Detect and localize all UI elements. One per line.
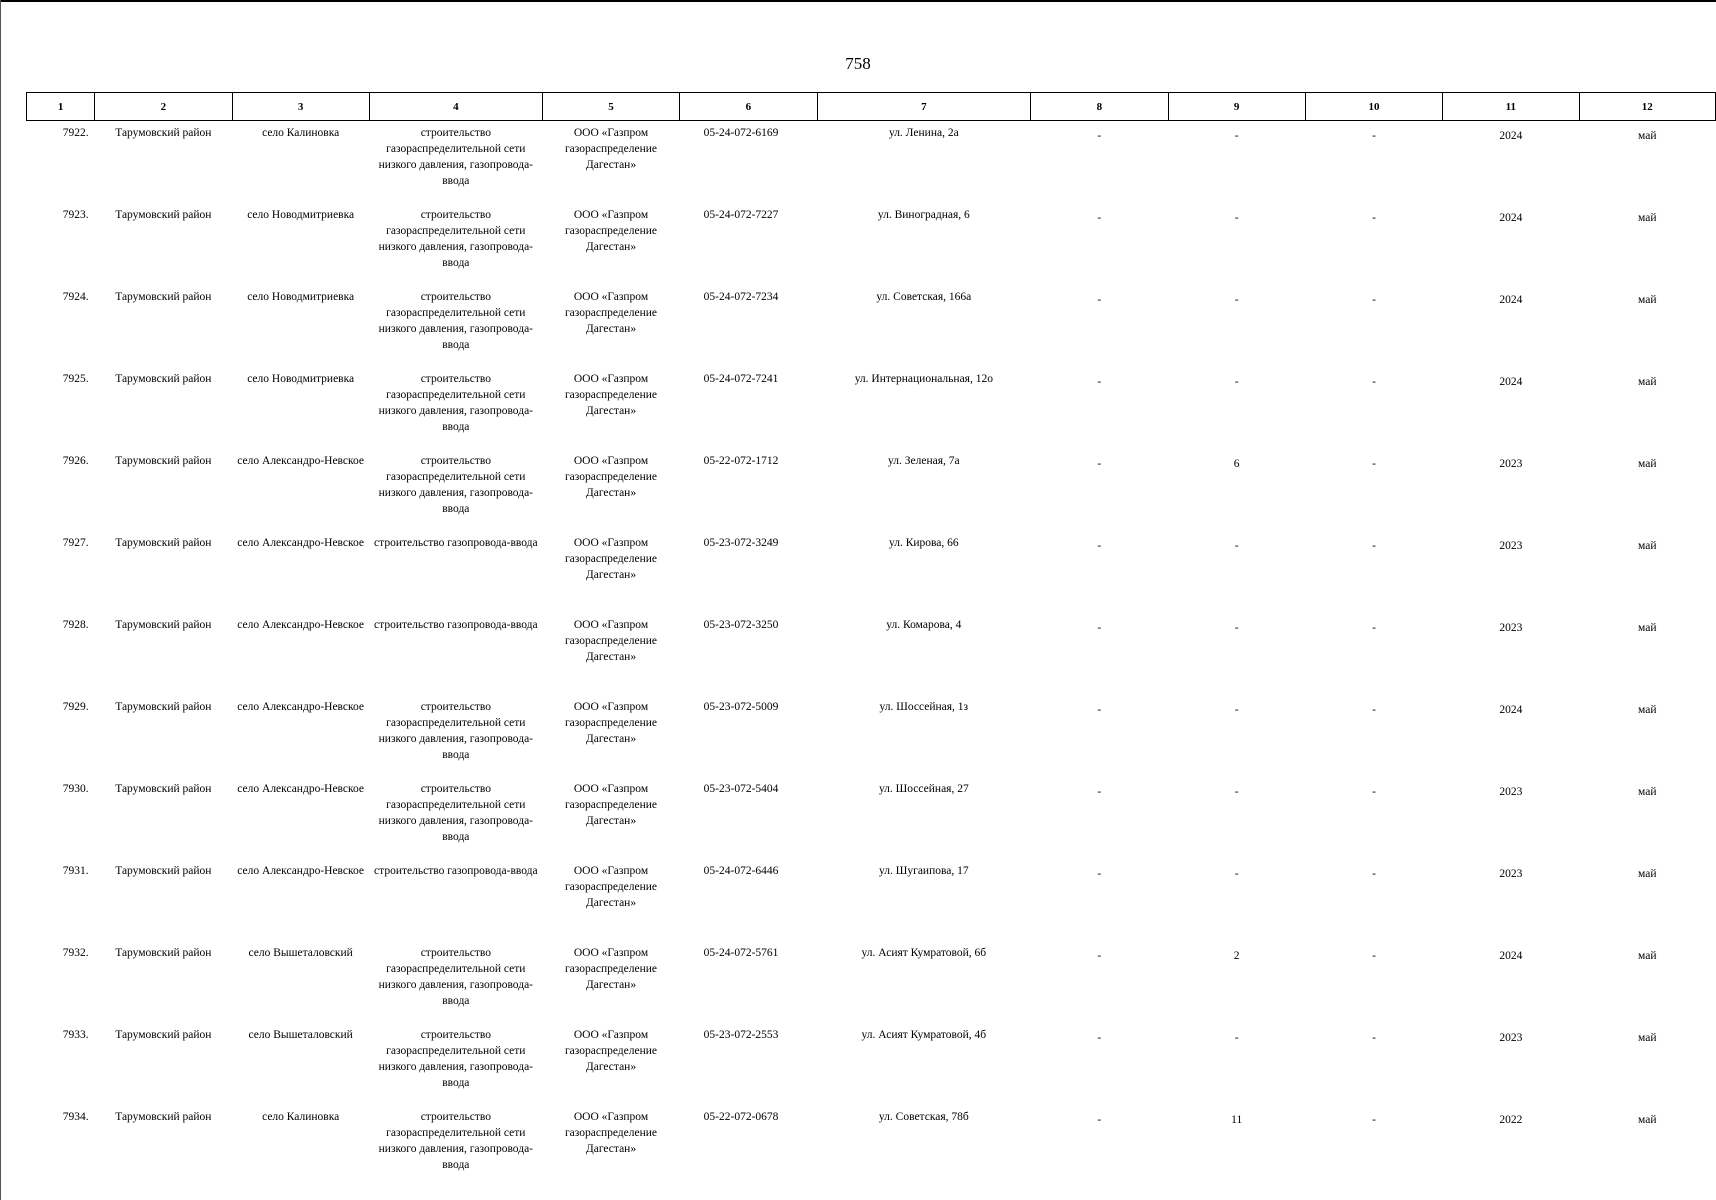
column-header-4: 4 <box>369 93 542 121</box>
application-number-cell: 05-23-072-5009 <box>703 701 779 713</box>
settlement-cell: село Новодмитриевка <box>247 373 355 385</box>
address-cell: ул. Советская, 78б <box>878 1111 969 1123</box>
application-number-cell: 05-24-072-7227 <box>703 209 779 221</box>
address-cell: ул. Шоссейная, 27 <box>878 783 969 795</box>
work-type-cell: строительство газораспределительной сети низкого давления, газопровода-ввода <box>378 947 533 1007</box>
row-number-cell: 7923. <box>62 209 89 221</box>
month-cell: май <box>1638 786 1657 798</box>
address-cell: ул. Комарова, 4 <box>886 619 962 631</box>
year-cell: 2024 <box>1499 376 1523 388</box>
settlement-cell: село Вышеталовский <box>248 1029 353 1041</box>
column-header-3: 3 <box>232 93 369 121</box>
row-number-cell: 7934. <box>62 1111 89 1123</box>
col-10-value-cell: - <box>1372 786 1376 798</box>
settlement-cell: село Александро-Невское <box>237 537 365 549</box>
organization-cell: ООО «Газпром газораспределение Дагестан» <box>564 783 658 827</box>
table-row <box>27 285 1716 367</box>
row-number-cell: 7931. <box>62 865 89 877</box>
col-10-value-cell: - <box>1372 704 1376 716</box>
organization-cell: ООО «Газпром газораспределение Дагестан» <box>564 1029 658 1073</box>
address-cell: ул. Ленина, 2а <box>888 127 959 139</box>
table-row <box>27 859 1716 941</box>
organization-cell: ООО «Газпром газораспределение Дагестан» <box>564 1111 658 1155</box>
month-cell: май <box>1638 704 1657 716</box>
month-cell: май <box>1638 868 1657 880</box>
col-10-value-cell: - <box>1372 950 1376 962</box>
table-row <box>27 367 1716 449</box>
col-9-value-cell: - <box>1234 294 1239 306</box>
application-number-cell: 05-24-072-5761 <box>703 947 779 959</box>
work-type-cell: строительство газораспределительной сети низкого давления, газопровода-ввода <box>378 783 533 843</box>
year-cell: 2023 <box>1499 540 1523 552</box>
district-cell: Тарумовский район <box>115 373 212 385</box>
registry-table-container <box>26 92 1716 1187</box>
year-cell: 2023 <box>1499 622 1523 634</box>
table-row <box>27 777 1716 859</box>
table-row <box>27 449 1716 531</box>
district-cell: Тарумовский район <box>115 619 212 631</box>
settlement-cell: село Александро-Невское <box>237 783 365 795</box>
work-type-cell: строительство газораспределительной сети низкого давления, газопровода-ввода <box>378 127 533 187</box>
col-8-value-cell: - <box>1097 622 1102 634</box>
work-type-cell: строительство газопровода-ввода <box>374 537 538 549</box>
district-cell: Тарумовский район <box>115 1111 212 1123</box>
row-number-cell: 7927. <box>62 537 89 549</box>
application-number-cell: 05-23-072-5404 <box>703 783 779 795</box>
application-number-cell: 05-22-072-1712 <box>703 455 779 467</box>
registry-table <box>26 92 1716 1187</box>
year-cell: 2024 <box>1499 294 1523 306</box>
col-10-value-cell: - <box>1372 212 1376 224</box>
col-10-value-cell: - <box>1372 376 1376 388</box>
address-cell: ул. Асият Кумратовой, 6б <box>861 947 987 959</box>
month-cell: май <box>1638 622 1657 634</box>
month-cell: май <box>1638 212 1657 224</box>
col-8-value-cell: - <box>1097 294 1102 306</box>
work-type-cell: строительство газораспределительной сети низкого давления, газопровода-ввода <box>378 209 533 269</box>
col-10-value-cell: - <box>1372 458 1376 470</box>
column-header-10: 10 <box>1305 93 1442 121</box>
year-cell: 2024 <box>1499 704 1523 716</box>
organization-cell: ООО «Газпром газораспределение Дагестан» <box>564 947 658 991</box>
settlement-cell: село Новодмитриевка <box>247 291 355 303</box>
organization-cell: ООО «Газпром газораспределение Дагестан» <box>564 291 658 335</box>
row-number-cell: 7925. <box>62 373 89 385</box>
organization-cell: ООО «Газпром газораспределение Дагестан» <box>564 373 658 417</box>
column-header-1: 1 <box>27 93 95 121</box>
year-cell: 2023 <box>1499 1032 1523 1044</box>
month-cell: май <box>1638 540 1657 552</box>
month-cell: май <box>1638 294 1657 306</box>
application-number-cell: 05-24-072-7234 <box>703 291 779 303</box>
application-number-cell: 05-23-072-2553 <box>703 1029 779 1041</box>
district-cell: Тарумовский район <box>115 783 212 795</box>
work-type-cell: строительство газопровода-ввода <box>374 619 538 631</box>
scan-left-edge <box>0 0 1 1200</box>
scan-top-edge <box>0 0 1716 2</box>
col-9-value-cell: - <box>1234 540 1239 552</box>
address-cell: ул. Асият Кумратовой, 4б <box>861 1029 987 1041</box>
settlement-cell: село Новодмитриевка <box>247 209 355 221</box>
month-cell: май <box>1638 376 1657 388</box>
year-cell: 2024 <box>1499 130 1523 142</box>
col-9-value-cell: 11 <box>1231 1114 1243 1126</box>
organization-cell: ООО «Газпром газораспределение Дагестан» <box>564 865 658 909</box>
col-9-value-cell: 2 <box>1233 950 1240 962</box>
page-number: 758 <box>845 54 871 73</box>
settlement-cell: село Александро-Невское <box>237 701 365 713</box>
col-8-value-cell: - <box>1097 540 1102 552</box>
district-cell: Тарумовский район <box>115 291 212 303</box>
address-cell: ул. Шоссейная, 1з <box>879 701 969 713</box>
organization-cell: ООО «Газпром газораспределение Дагестан» <box>564 455 658 499</box>
month-cell: май <box>1638 950 1657 962</box>
column-header-9: 9 <box>1168 93 1305 121</box>
table-row <box>27 695 1716 777</box>
organization-cell: ООО «Газпром газораспределение Дагестан» <box>564 537 658 581</box>
application-number-cell: 05-24-072-6169 <box>703 127 779 139</box>
year-cell: 2023 <box>1499 458 1523 470</box>
district-cell: Тарумовский район <box>115 1029 212 1041</box>
address-cell: ул. Советская, 166а <box>876 291 972 303</box>
col-8-value-cell: - <box>1097 950 1102 962</box>
application-number-cell: 05-22-072-0678 <box>703 1111 779 1123</box>
year-cell: 2023 <box>1499 868 1523 880</box>
address-cell: ул. Шугаипова, 17 <box>879 865 969 877</box>
col-8-value-cell: - <box>1097 1032 1102 1044</box>
year-cell: 2024 <box>1499 950 1523 962</box>
work-type-cell: строительство газораспределительной сети низкого давления, газопровода-ввода <box>378 373 533 433</box>
col-8-value-cell: - <box>1097 868 1102 880</box>
district-cell: Тарумовский район <box>115 455 212 467</box>
organization-cell: ООО «Газпром газораспределение Дагестан» <box>564 127 658 171</box>
district-cell: Тарумовский район <box>115 947 212 959</box>
table-row <box>27 613 1716 695</box>
settlement-cell: село Калиновка <box>262 1111 340 1123</box>
organization-cell: ООО «Газпром газораспределение Дагестан» <box>564 619 658 663</box>
address-cell: ул. Интернациональная, 12о <box>854 373 993 385</box>
row-number-cell: 7926. <box>62 455 89 467</box>
col-9-value-cell: - <box>1234 212 1239 224</box>
column-header-12: 12 <box>1579 93 1715 121</box>
column-header-7: 7 <box>817 93 1031 121</box>
col-9-value-cell: - <box>1234 704 1239 716</box>
settlement-cell: село Александро-Невское <box>237 619 365 631</box>
work-type-cell: строительство газораспределительной сети низкого давления, газопровода-ввода <box>378 701 533 761</box>
month-cell: май <box>1638 458 1657 470</box>
application-number-cell: 05-24-072-7241 <box>703 373 779 385</box>
application-number-cell: 05-23-072-3249 <box>703 537 779 549</box>
address-cell: ул. Кирова, 66 <box>888 537 959 549</box>
organization-cell: ООО «Газпром газораспределение Дагестан» <box>564 209 658 253</box>
address-cell: ул. Виноградная, 6 <box>877 209 970 221</box>
col-8-value-cell: - <box>1097 704 1102 716</box>
settlement-cell: село Александро-Невское <box>237 455 365 467</box>
month-cell: май <box>1638 1114 1657 1126</box>
column-header-5: 5 <box>542 93 679 121</box>
table-row <box>27 203 1716 285</box>
col-10-value-cell: - <box>1372 1114 1376 1126</box>
work-type-cell: строительство газораспределительной сети низкого давления, газопровода-ввода <box>378 1111 533 1171</box>
row-number-cell: 7928. <box>62 619 89 631</box>
year-cell: 2023 <box>1499 786 1523 798</box>
column-header-6: 6 <box>680 93 817 121</box>
col-8-value-cell: - <box>1097 1114 1102 1126</box>
col-8-value-cell: - <box>1097 212 1102 224</box>
col-8-value-cell: - <box>1097 458 1102 470</box>
row-number-cell: 7933. <box>62 1029 89 1041</box>
district-cell: Тарумовский район <box>115 865 212 877</box>
col-10-value-cell: - <box>1372 868 1376 880</box>
table-row <box>27 1023 1716 1105</box>
col-9-value-cell: - <box>1234 1032 1239 1044</box>
table-row <box>27 121 1716 204</box>
address-cell: ул. Зеленая, 7а <box>888 455 960 467</box>
row-number-cell: 7932. <box>62 947 89 959</box>
column-header-2: 2 <box>95 93 232 121</box>
col-8-value-cell: - <box>1097 130 1102 142</box>
application-number-cell: 05-23-072-3250 <box>703 619 779 631</box>
table-row <box>27 1105 1716 1187</box>
col-10-value-cell: - <box>1372 622 1376 634</box>
row-number-cell: 7922. <box>62 127 89 139</box>
row-number-cell: 7924. <box>62 291 89 303</box>
settlement-cell: село Вышеталовский <box>248 947 353 959</box>
row-number-cell: 7930. <box>62 783 89 795</box>
work-type-cell: строительство газораспределительной сети низкого давления, газопровода-ввода <box>378 291 533 351</box>
col-10-value-cell: - <box>1372 130 1376 142</box>
application-number-cell: 05-24-072-6446 <box>703 865 779 877</box>
settlement-cell: село Александро-Невское <box>237 865 365 877</box>
col-9-value-cell: - <box>1234 786 1239 798</box>
work-type-cell: строительство газораспределительной сети низкого давления, газопровода-ввода <box>378 455 533 515</box>
table-row <box>27 531 1716 613</box>
table-body <box>27 121 1716 1188</box>
table-row <box>27 941 1716 1023</box>
settlement-cell: село Калиновка <box>262 127 340 139</box>
col-10-value-cell: - <box>1372 294 1376 306</box>
col-8-value-cell: - <box>1097 786 1102 798</box>
work-type-cell: строительство газораспределительной сети низкого давления, газопровода-ввода <box>378 1029 533 1089</box>
column-header-8: 8 <box>1031 93 1168 121</box>
district-cell: Тарумовский район <box>115 701 212 713</box>
col-9-value-cell: - <box>1234 130 1239 142</box>
year-cell: 2022 <box>1499 1114 1523 1126</box>
col-10-value-cell: - <box>1372 1032 1376 1044</box>
table-header-row <box>27 93 1716 121</box>
district-cell: Тарумовский район <box>115 209 212 221</box>
row-number-cell: 7929. <box>62 701 89 713</box>
col-9-value-cell: - <box>1234 868 1239 880</box>
district-cell: Тарумовский район <box>115 127 212 139</box>
month-cell: май <box>1638 1032 1657 1044</box>
organization-cell: ООО «Газпром газораспределение Дагестан» <box>564 701 658 745</box>
col-9-value-cell: - <box>1234 376 1239 388</box>
col-8-value-cell: - <box>1097 376 1102 388</box>
col-9-value-cell: - <box>1234 622 1239 634</box>
col-10-value-cell: - <box>1372 540 1376 552</box>
work-type-cell: строительство газопровода-ввода <box>374 865 538 877</box>
column-header-11: 11 <box>1443 93 1579 121</box>
month-cell: май <box>1638 130 1657 142</box>
year-cell: 2024 <box>1499 212 1523 224</box>
district-cell: Тарумовский район <box>115 537 212 549</box>
col-9-value-cell: 6 <box>1233 458 1240 470</box>
